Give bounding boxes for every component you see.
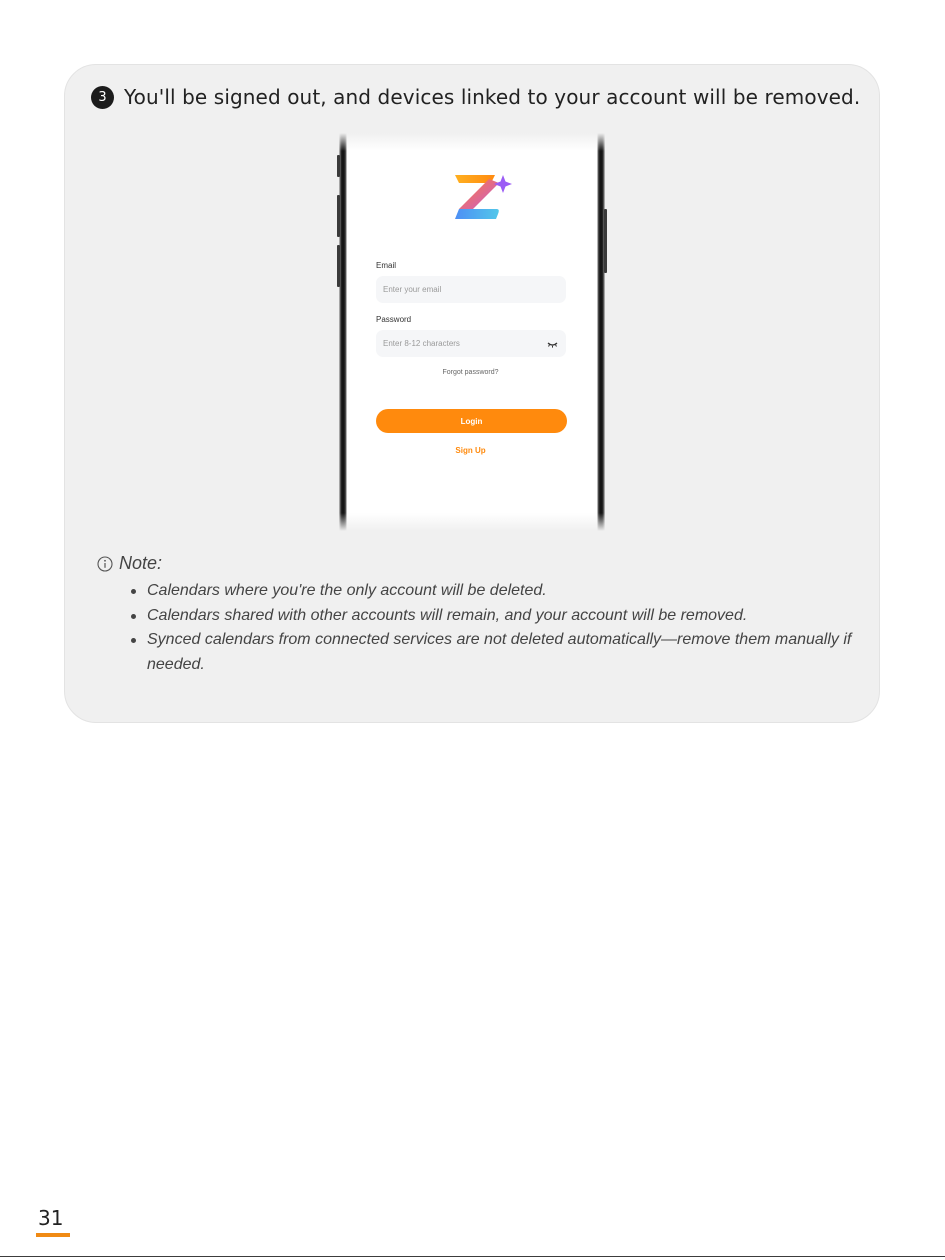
eye-closed-icon[interactable] — [547, 341, 558, 348]
app-logo-icon — [453, 173, 515, 225]
password-field[interactable] — [376, 330, 566, 357]
email-field[interactable] — [376, 276, 566, 303]
page-number-accent-bar — [36, 1233, 70, 1237]
password-label: Password — [376, 315, 412, 324]
note-list — [147, 579, 867, 677]
note-item: Calendars shared with other accounts will remain, and your account will be removed. — [147, 604, 867, 629]
note-item: Calendars where you're the only account will be deleted. — [147, 579, 867, 604]
note-heading — [97, 553, 162, 574]
phone-side-button — [337, 195, 340, 237]
bottom-divider — [0, 1256, 945, 1257]
forgot-password-link[interactable]: Forgot password? — [442, 369, 499, 376]
step-heading — [91, 85, 860, 109]
sign-up-link[interactable]: Sign Up — [455, 446, 486, 455]
phone-side-button — [337, 155, 340, 177]
instruction-card — [64, 64, 880, 723]
info-icon — [97, 556, 113, 572]
step-number-badge: 3 — [91, 86, 114, 109]
page-number: 31 — [38, 1206, 64, 1230]
note-title: Note: — [119, 553, 163, 573]
step-text: You'll be signed out, and devices linked to your account will be removed. — [124, 85, 861, 109]
phone-side-button — [604, 209, 607, 273]
login-button[interactable]: Login — [376, 409, 567, 433]
phone-side-button — [337, 245, 340, 287]
phone-mockup — [339, 133, 605, 531]
login-screen — [349, 133, 595, 531]
note-item: Synced calendars from connected services are not deleted automatically—remove them manually if needed. — [147, 628, 867, 677]
email-label: Email — [376, 261, 397, 270]
